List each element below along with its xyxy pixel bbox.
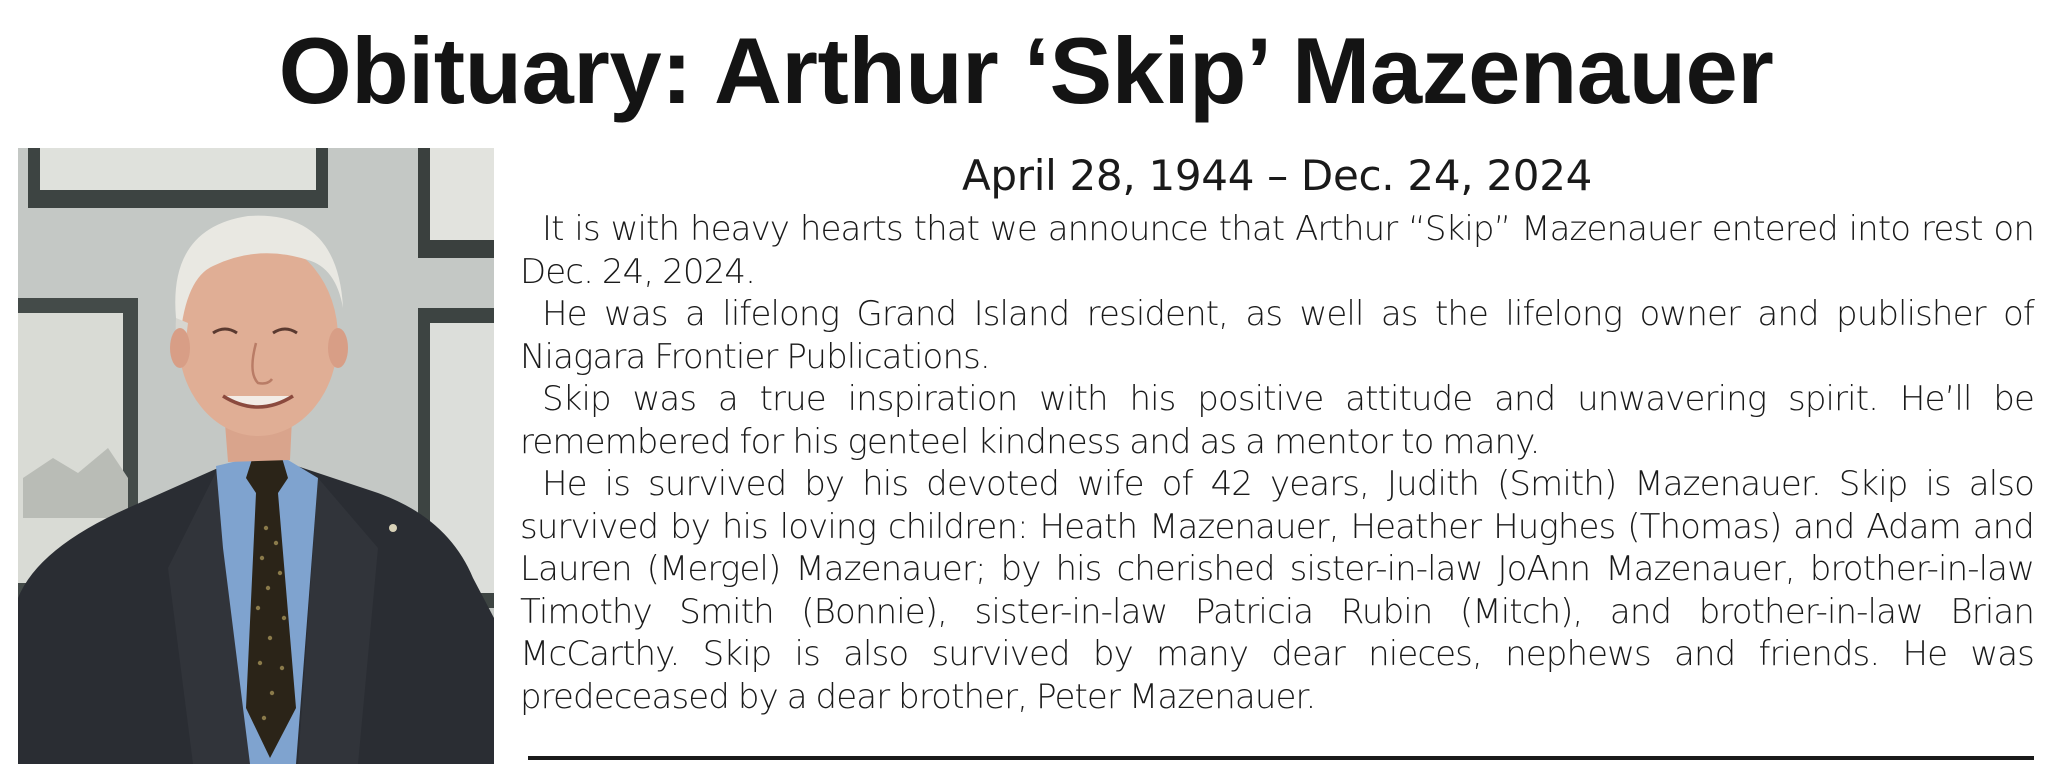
paragraph-career: He was a lifelong Grand Island resident, as well as the lifelong owner and publisher of Niagara Frontier Publications. <box>520 294 2034 377</box>
paragraph-announcement: It is with heavy hearts that we announce that Arthur “Skip” Mazenauer entered into rest on Dec. 24, 2024. <box>520 209 2034 292</box>
paragraph-character: Skip was a true inspiration with his positive attitude and unwavering spirit. He’ll be remembered for his genteel kindness and as a mentor to many. <box>520 379 2034 462</box>
bottom-divider <box>528 756 2034 760</box>
portrait-photo <box>18 148 494 764</box>
obituary-headline: Obituary: Arthur ‘Skip’ Mazenauer <box>278 18 1774 123</box>
obituary-body <box>520 148 2034 718</box>
portrait-image <box>18 148 494 764</box>
life-dates: April 28, 1944 – Dec. 24, 2024 <box>961 151 1593 200</box>
paragraph-survivors: He is survived by his devoted wife of 42 years, Judith (Smith) Mazenauer. Skip is also survived by his loving children: Heath Mazenauer, Heather Hughes (Thomas) and Adam and Lauren (Mergel) Mazenauer; by his cherished sister-in-law JoAnn Mazenauer, brother-in-law Timothy Smith (Bonnie), sister-in-law Patricia Rubin (Mitch), and brother-in-law Brian McCarthy. Skip is also survived by many dear nieces, nephews and friends. He was predeceased by a dear brother, Peter Mazenauer. <box>520 464 2034 717</box>
